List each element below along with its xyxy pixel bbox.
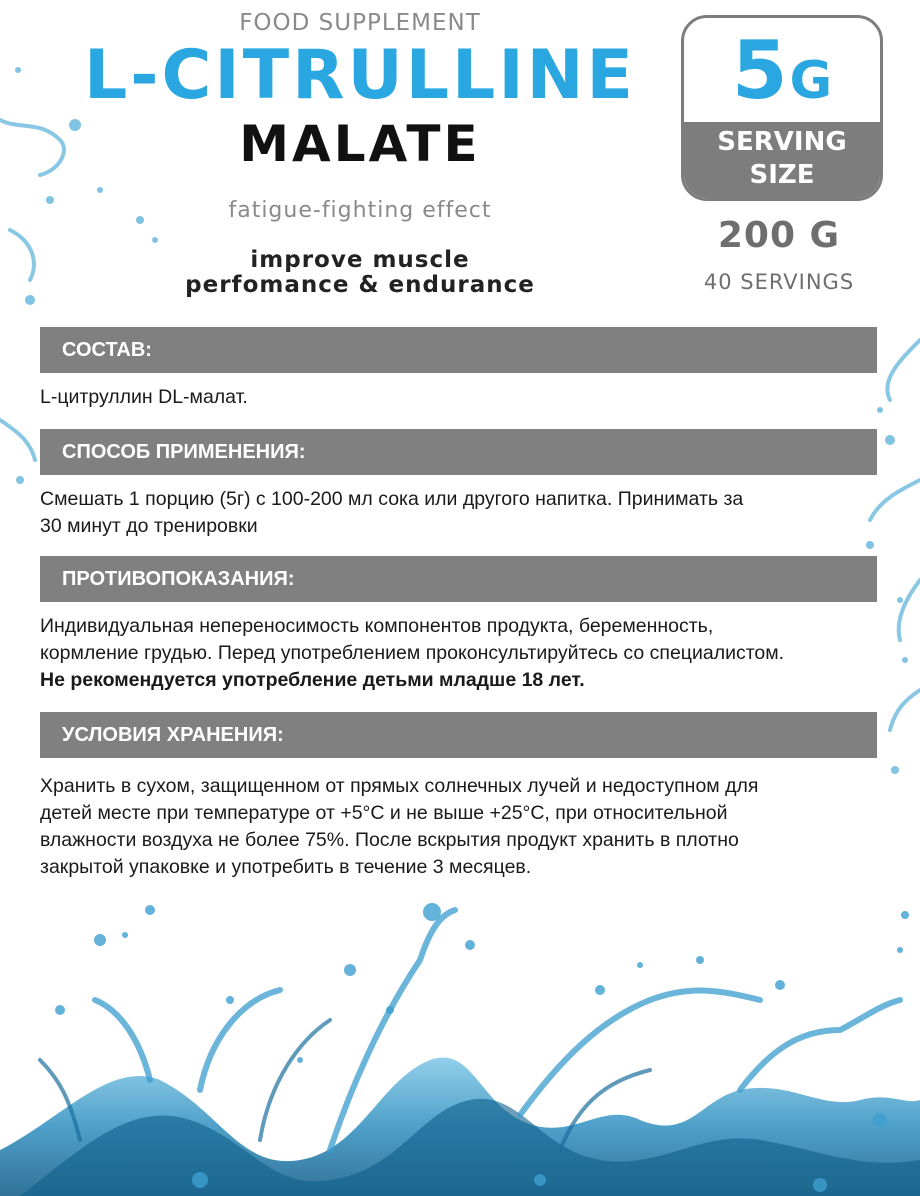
servings-count: 40 SERVINGS <box>703 270 855 294</box>
storage-text <box>40 773 880 881</box>
composition-header: СОСТАВ: <box>40 327 877 373</box>
serving-label-line-2: SIZE <box>749 160 815 190</box>
contraindications-header: ПРОТИВОПОКАЗАНИЯ: <box>40 556 877 602</box>
serving-size-badge <box>681 15 883 201</box>
composition-text <box>40 384 880 411</box>
storage-line-3: влажности воздуха не более 75%. После вскрытия продукт хранить в плотно <box>40 829 739 851</box>
usage-line-2: 30 минут до тренировки <box>40 515 258 537</box>
storage-header: УСЛОВИЯ ХРАНЕНИЯ: <box>40 712 877 758</box>
benefit-line-2: perfomance & endurance <box>185 272 535 298</box>
composition-line: L-цитруллин DL-малат. <box>40 386 248 408</box>
contraindications-line-1: Индивидуальная непереносимость компонентов продукта, беременность, <box>40 615 714 637</box>
age-warning: Не рекомендуется употребление детьми младше 18 лет. <box>40 669 585 691</box>
serving-size-label <box>684 122 880 198</box>
contraindications-line-2: кормление грудью. Перед употреблением проконсультируйтесь со специалистом. <box>40 642 785 664</box>
product-form: MALATE <box>239 115 481 173</box>
usage-text <box>40 486 880 540</box>
usage-header: СПОСОБ ПРИМЕНЕНИЯ: <box>40 429 877 475</box>
contraindications-text <box>40 613 880 694</box>
usage-line-1: Смешать 1 порцию (5г) с 100-200 мл сока или другого напитка. Принимать за <box>40 488 744 510</box>
serving-amount <box>684 26 880 126</box>
product-name: L-CITRULLINE <box>83 36 637 115</box>
serving-amount-number: 5 <box>731 24 788 117</box>
tagline: fatigue-fighting effect <box>228 198 492 223</box>
serving-label-line-1: SERVING <box>717 127 847 157</box>
benefit-line-1: improve muscle <box>250 247 470 273</box>
storage-line-1: Хранить в сухом, защищенном от прямых солнечных лучей и недоступном для <box>40 775 759 797</box>
storage-line-4: закрытой упаковке и употребить в течение 3 месяцев. <box>40 856 532 878</box>
serving-amount-unit: G <box>789 51 833 111</box>
net-weight: 200 G <box>717 215 841 256</box>
storage-line-2: детей месте при температуре от +5°С и не выше +25°С, при относительной <box>40 802 728 824</box>
category-label: FOOD SUPPLEMENT <box>239 10 481 36</box>
